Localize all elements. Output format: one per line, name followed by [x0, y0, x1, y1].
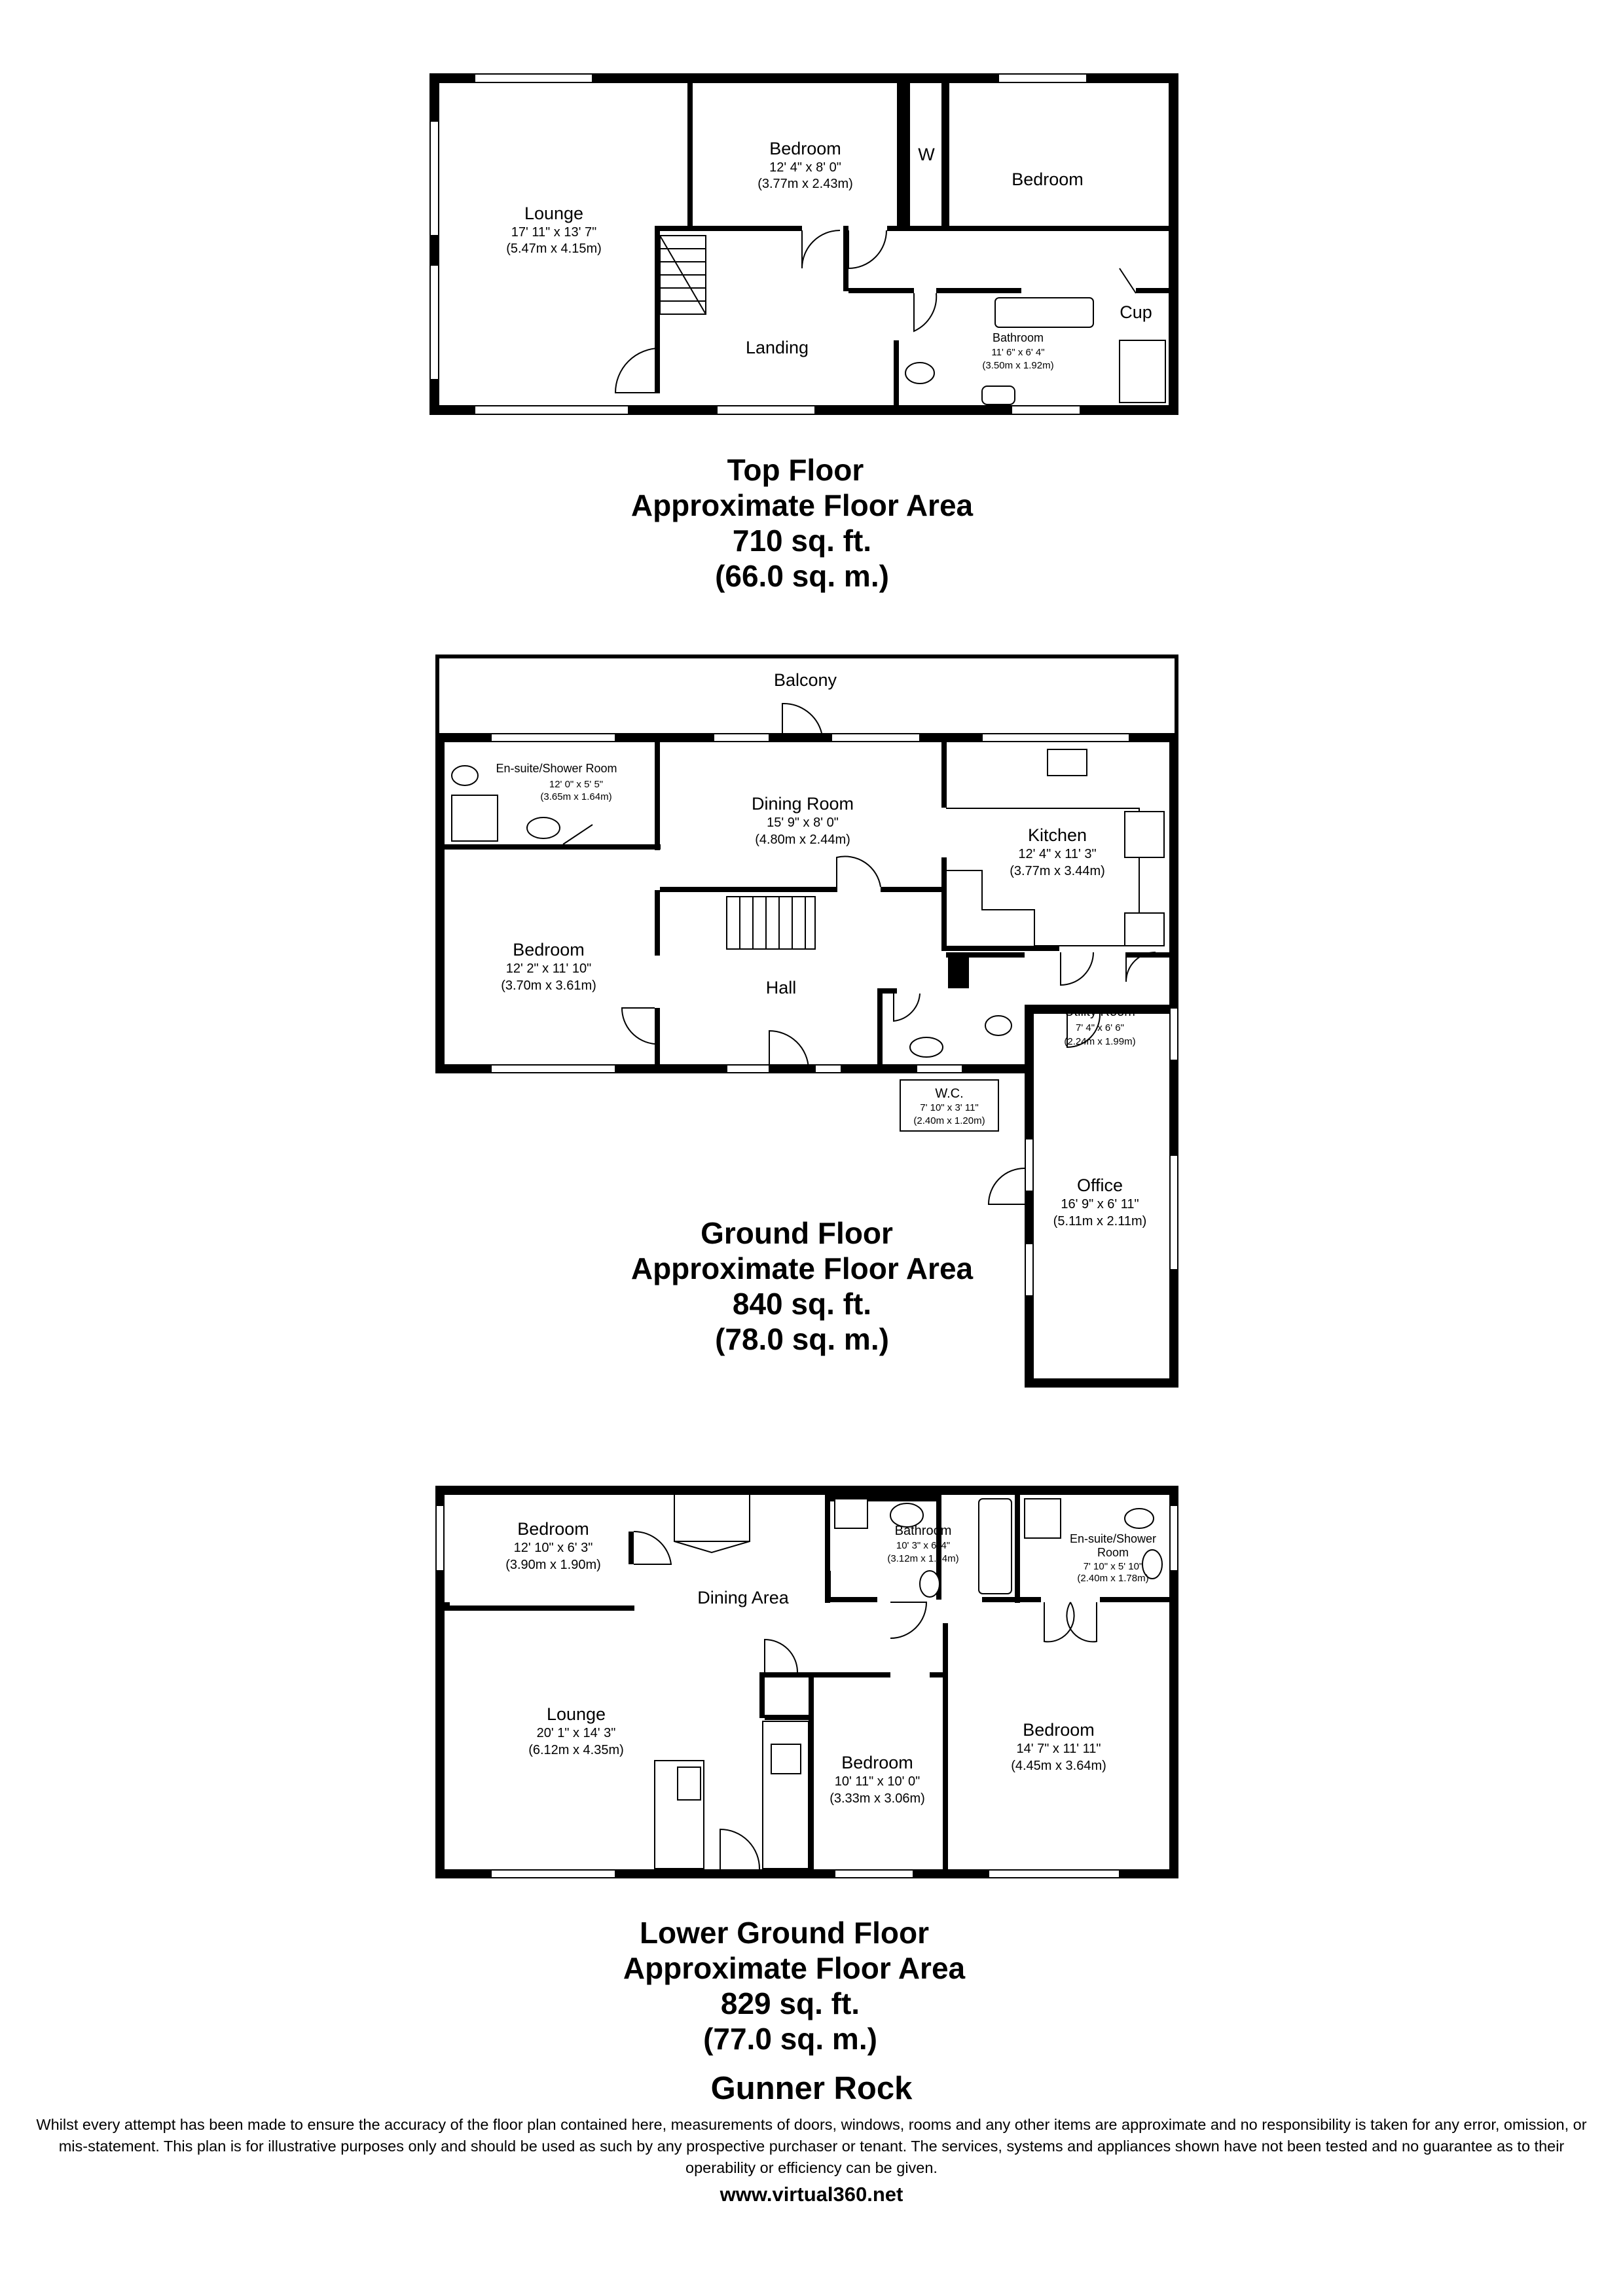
room-label: Dining Area: [697, 1588, 789, 1607]
room-dimensions: 12' 0" x 5' 5": [549, 779, 604, 790]
room-label: Bathroom: [992, 331, 1044, 344]
floor-area-label: Approximate Floor Area: [630, 1251, 974, 1285]
room-dimensions-metric: (2.40m x 1.20m): [913, 1115, 985, 1126]
room-dimensions-metric: (4.45m x 3.64m): [1011, 1759, 1106, 1773]
room-label: Bathroom: [894, 1524, 952, 1538]
window: [1170, 1155, 1178, 1270]
window: [1012, 406, 1080, 414]
property-name: Gunner Rock: [710, 2071, 913, 2106]
window: [989, 1870, 1120, 1878]
window: [982, 734, 1129, 742]
top-floor-plan: [429, 73, 1178, 593]
floor-area-sqft: 829 sq. ft.: [720, 1986, 860, 2020]
lower-ground-floor-plan: [435, 1486, 1178, 2056]
website-link[interactable]: www.virtual360.net: [720, 2183, 903, 2206]
room-label: En-suite/Shower: [1069, 1532, 1157, 1545]
window: [714, 734, 769, 742]
room-dimensions-metric: (3.77m x 2.43m): [757, 177, 853, 191]
window: [835, 1870, 913, 1878]
window: [430, 121, 439, 236]
room-label: Bedroom: [1023, 1720, 1095, 1740]
floor-title: Ground Floor: [701, 1216, 893, 1250]
floor-area-sqm: (66.0 sq. m.): [715, 559, 889, 593]
window: [917, 1065, 962, 1073]
room-label: Bedroom: [841, 1753, 913, 1772]
room-dimensions: 7' 10" x 3' 11": [920, 1102, 979, 1113]
basin-icon: [982, 386, 1015, 404]
room-dimensions: 16' 9" x 6' 11": [1061, 1197, 1139, 1211]
floor-area-sqft: 840 sq. ft.: [732, 1287, 872, 1321]
shower-tray-icon: [452, 795, 498, 841]
toilet-icon: [920, 1571, 939, 1597]
window: [491, 1870, 615, 1878]
basin-icon: [835, 1499, 867, 1528]
kitchen-unit-icon: [763, 1721, 809, 1869]
room-dimensions-metric: (2.24m x 1.99m): [1064, 1036, 1136, 1047]
ground-floor-plan: [435, 655, 1178, 1388]
room-dimensions-metric: (3.65m x 1.64m): [540, 791, 612, 802]
room-label: Room: [1097, 1546, 1129, 1559]
floor-area-label: Approximate Floor Area: [630, 488, 974, 522]
room-dimensions-metric: (3.90m x 1.90m): [505, 1558, 601, 1572]
basin-icon: [910, 1037, 943, 1057]
room-dimensions: 7' 10" x 5' 10": [1083, 1561, 1143, 1572]
floor-title: Lower Ground Floor: [639, 1916, 930, 1950]
bath-icon: [995, 298, 1093, 327]
room-label: Bedroom: [517, 1519, 589, 1539]
window: [1025, 1139, 1033, 1191]
room-dimensions: 10' 11" x 10' 0": [834, 1774, 921, 1789]
bath-icon: [979, 1499, 1012, 1594]
sink-icon: [678, 1767, 701, 1800]
window: [430, 265, 439, 380]
room-label: Kitchen: [1027, 825, 1087, 845]
floor-area-label: Approximate Floor Area: [623, 1951, 966, 1985]
window: [727, 1065, 769, 1073]
room-dimensions-metric: (2.40m x 1.78m): [1077, 1573, 1149, 1584]
basin-icon: [527, 817, 560, 838]
room-dimensions-metric: (5.11m x 2.11m): [1053, 1214, 1147, 1229]
hob-icon: [1125, 812, 1164, 857]
toilet-icon: [452, 766, 478, 785]
room-label: Balcony: [773, 670, 837, 690]
room-label: Lounge: [524, 204, 584, 223]
toilet-icon: [905, 363, 934, 384]
floor-area-sqm: (77.0 sq. m.): [703, 2022, 877, 2056]
shower-tray-icon: [1025, 1499, 1061, 1538]
room-label: Utility Room: [1065, 1005, 1135, 1019]
toilet-icon: [985, 1016, 1012, 1035]
window: [815, 1065, 841, 1073]
room-dimensions-metric: (3.77m x 3.44m): [1010, 864, 1105, 878]
toilet-icon: [1125, 1509, 1154, 1528]
window: [436, 1505, 444, 1571]
room-dimensions-metric: (5.47m x 4.15m): [506, 242, 602, 256]
hob-icon: [771, 1744, 801, 1774]
room-dimensions: 14' 7" x 11' 11": [1016, 1742, 1101, 1756]
appliance-icon: [1125, 913, 1164, 946]
room-label: Landing: [745, 338, 809, 357]
room-dimensions: 12' 2" x 11' 10": [505, 961, 592, 976]
room-dimensions: 10' 3" x 6' 4": [896, 1540, 951, 1551]
room-dimensions: 12' 4" x 8' 0": [769, 160, 841, 175]
room-label: Hall: [765, 978, 797, 997]
room-dimensions-metric: (3.33m x 3.06m): [830, 1791, 925, 1806]
window: [717, 406, 815, 414]
room-dimensions-metric: (3.70m x 3.61m): [501, 978, 596, 993]
window: [491, 1065, 615, 1073]
shower-tray-icon: [1120, 340, 1165, 403]
floor-area-sqm: (78.0 sq. m.): [715, 1322, 889, 1356]
window: [475, 406, 629, 414]
room-dimensions-metric: (6.12m x 4.35m): [528, 1743, 624, 1757]
room-label: Dining Room: [751, 794, 854, 814]
room-label: Office: [1076, 1175, 1123, 1195]
room-label: Bedroom: [769, 139, 841, 158]
floor-area-sqft: 710 sq. ft.: [732, 524, 872, 558]
window: [475, 74, 593, 82]
room-dimensions: 20' 1" x 14' 3": [536, 1726, 616, 1740]
room-label: Lounge: [546, 1704, 606, 1724]
room-label: W.C.: [935, 1086, 964, 1101]
room-dimensions: 12' 4" x 11' 3": [1018, 847, 1097, 861]
window: [831, 734, 920, 742]
window: [998, 74, 1087, 82]
window: [1025, 1244, 1033, 1296]
room-dimensions-metric: (3.50m x 1.92m): [982, 360, 1054, 371]
window: [1170, 1008, 1178, 1060]
window: [491, 734, 615, 742]
room-dimensions-metric: (4.80m x 2.44m): [755, 833, 850, 847]
room-dimensions: 11' 6" x 6' 4": [991, 347, 1045, 358]
room-label: Bedroom: [513, 940, 585, 960]
disclaimer-text: Whilst every attempt has been made to ensure the accuracy of the floor plan contained here, measurements of doors, windows, rooms and any other items are approximate and no responsibility is taken for any error, omission, or mis-statement. This plan is for illustrative purposes only and should be used as such by any prospective purchaser or tenant. The services, systems and appliances shown have not been tested and no guarantee as to their operability or efficiency can be given.: [36, 2116, 1587, 2176]
room-label: W: [918, 145, 935, 164]
room-dimensions: 15' 9" x 8' 0": [767, 816, 839, 830]
floor-title: Top Floor: [727, 453, 864, 487]
window: [1170, 1505, 1178, 1571]
room-label: En-suite/Shower Room: [496, 762, 617, 775]
sink-icon: [1048, 749, 1087, 776]
room-label: Bedroom: [1012, 170, 1084, 189]
room-dimensions-metric: (3.12m x 1.94m): [887, 1553, 959, 1564]
room-dimensions: 12' 10" x 6' 3": [513, 1541, 593, 1555]
room-label: Cup: [1120, 302, 1152, 322]
room-dimensions: 7' 4" x 6' 6": [1076, 1022, 1124, 1033]
room-dimensions: 17' 11" x 13' 7": [511, 225, 597, 240]
